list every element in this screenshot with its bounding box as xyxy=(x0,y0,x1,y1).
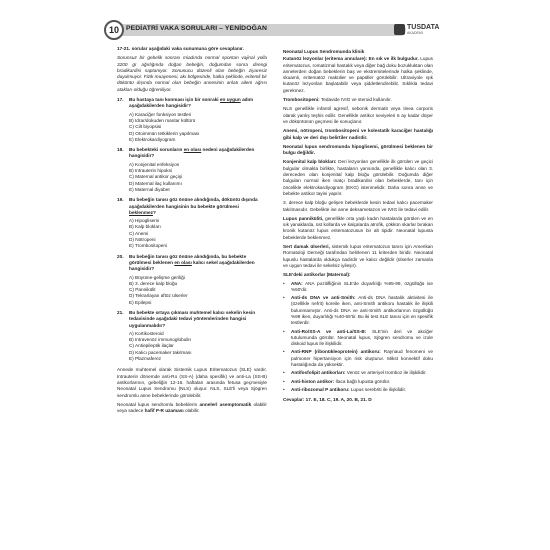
bold-run: Konjenital kalp blokları: xyxy=(283,159,337,165)
option: D) Kalıcı pacemaker takılması xyxy=(129,349,192,355)
option: A) Karaciğer fonksiyon testleri xyxy=(129,111,192,117)
question-stem-end: kalıcı sekel aşağıdakilerden hangisidir? xyxy=(129,259,255,272)
option: D) Tekrarlayan aftöz ülserler xyxy=(129,293,188,299)
paragraph-thrombocytopenia xyxy=(283,97,433,103)
header-title: PEDİATRİ VAKA SORULARI – YENİDOĞAN xyxy=(126,25,267,32)
question-18 xyxy=(117,147,267,193)
section-title: Neonatal Lupus Sendromunda klinik xyxy=(283,49,365,54)
question-20 xyxy=(117,254,267,306)
text-run: olabilir. xyxy=(183,408,200,414)
text-run: İlaca bağlı lupusta görülür. xyxy=(334,378,391,384)
question-19 xyxy=(117,197,267,249)
text-run: Anti-ds DNA hastalık aktivitesi ile (özellikle nefrit) koreile iken, anti-Smith antikoru hastalık ile ilişkili bulunmamıştır. Anti-ds DNA ve anti-Smith antikorlarının özgüllüğü %99 iken, duyarlılığı %40-65'tir. Bu iki test SLE tanısı için en spesifik testlerdir. xyxy=(291,295,433,326)
text-run: Raynaud fenomeni ve pulmoner hipertansiyon için risk oluşturur. Mikst konnektif doku hastalığında da yüksektir. xyxy=(291,349,433,368)
text-run: Lupus serebriti ile ilişkilidir. xyxy=(349,386,407,392)
bold-run: Anti-histon antikor: xyxy=(291,378,335,384)
explanation-paragraph-2 xyxy=(117,402,267,415)
option: B) Intravenöz immunoglobulin xyxy=(129,337,192,343)
text-run: ANA pozitifliğinin SLE'de duyarlılığı %95-99, özgüllüğü ise %50'dir. xyxy=(291,280,433,292)
option: E) Epilepsi xyxy=(129,299,152,305)
bold-run: Kutanöz lezyonlar (eritema annulare): En sık ve ilk bulgudur. xyxy=(283,56,419,62)
option: C) Cilt biyopsisi xyxy=(129,124,162,130)
antibody-item xyxy=(283,349,433,368)
question-number: 19. xyxy=(117,197,124,203)
bold-run: Anti-ds DNA ve anti-Smith: xyxy=(291,295,356,301)
option: A) Kortikosteroid xyxy=(129,330,164,336)
option: E) Trombositopeni xyxy=(129,243,168,249)
option: E) Plazmaferez xyxy=(129,356,162,362)
bullet-icon: • xyxy=(283,328,285,334)
bullet-icon: • xyxy=(283,370,285,376)
text-run: Neonatal lupus sendromlu bebeklerin xyxy=(117,401,200,407)
option: A) Konjenital enfeksiyon xyxy=(129,161,180,167)
bullet-icon: • xyxy=(283,280,285,286)
paragraph-palate-ulcers xyxy=(283,244,433,269)
bullet-icon: • xyxy=(283,295,285,301)
question-number: 20. xyxy=(117,253,124,259)
bold-run: Sert damak ülserleri, xyxy=(283,244,330,250)
option: C) Pannikülit xyxy=(129,287,156,293)
paragraph-cutaneous xyxy=(283,56,433,94)
right-column xyxy=(283,46,433,404)
logo-mark-icon xyxy=(394,24,405,35)
case-intro: 17-21. sorular aşağıdaki vaka sunumuna göre cevaplanır. xyxy=(117,46,244,51)
text-run: olabilir veya sadece xyxy=(117,401,267,414)
paragraph-hypoglycemia: Neonatal lupus sendromunda hipoglisemi, görülmesi beklenen bir bulgu değildir. xyxy=(283,143,433,156)
text-run: Tedavide IVIG ve steroid kullanılır. xyxy=(319,97,392,103)
publisher-logo xyxy=(394,21,440,37)
paragraph-panniculitis xyxy=(283,216,433,241)
antibody-item xyxy=(283,370,433,376)
option: A) Hipoglisemi xyxy=(129,218,160,224)
question-stem-end: adım aşağıdakilerden hangisidir? xyxy=(129,97,254,109)
question-stem: Bu hastaya tanı konması için bir sonraki xyxy=(129,97,220,103)
option: C) Anemi xyxy=(129,230,149,236)
option: C) Antiepileptik ilaçlar xyxy=(129,343,174,349)
antibody-item xyxy=(283,387,433,393)
question-emphasis: en olası xyxy=(183,147,202,153)
option: D) Nötropeni xyxy=(129,237,156,243)
paragraph-pacemaker: 3. derece kalp bloğu gelişen bebeklerde kesin tedavi kalıcı pacemaker takılmasıdır. Gebelikte ise anne deksametazon ve IVIG ile tedavi edilir. xyxy=(283,200,433,212)
option: D) Maternal ilaç kullanımı xyxy=(129,180,182,186)
question-stem: Bu bebekteki sorunların xyxy=(129,147,184,153)
question-emphasis: en olası xyxy=(174,259,192,265)
case-text: Sorunsuz bir gebelik sonrası miadında normal spontan vajinal yolla 3200 gr ağırlığında doğan bebeğin, doğumdan sonra direngi bradikardisi saptanıyor. Sonunucu düzenli olan bebeğin ziyaresiz duyulmuyor. Fizik muayenesi, akı bölgesinde, halka şeklinde, eritemli bir döküntü dışında normal olan bebeğin annesinin anlatı ailem ağrısı atakları olduğu öğreniliyor. xyxy=(117,55,267,92)
page-header xyxy=(104,20,440,40)
bold-run: Anti-RNP (ribonükleoprotein) antikoru: xyxy=(291,349,381,355)
text-run: Lupus eritematozus, romatizmal hastalık veya diğer bağ doku bozukluktan olan annelerden doğan bebeklerin baş ve ekstremitelerinde halka şeklinde, skuamlı, eritematöz makülier ve papüller görülebilir. Ultraviyole ışık kutanöz lezyonları başlatabilir veya şiddetlendirebilir. Sıklıkla tedavi gerekmez. xyxy=(283,56,434,93)
paragraph-heart-block xyxy=(283,159,433,197)
bold-run: Anti-ribozomal P antikoru: xyxy=(291,386,350,392)
question-stem: Bu bebeğin tanısı göz önüne alındığında, bu bebekte görülmesi beklenen xyxy=(129,253,247,265)
option: E) Maternal diyabet xyxy=(129,186,170,192)
paragraph-misdiagnosis: NLS genellikle infantil agresif, sebonik dermatit veya tinea corporis olarak yanlış teşhis edilir. Genellikle antikor seviyeleri 6 ay kadar düşer ve döküntünün geçmesi ile sonuçlanır. xyxy=(283,106,433,124)
bold-run: ANA: xyxy=(291,280,303,286)
antibody-heading: SLE'deki antikorlar (Maternal): xyxy=(283,272,351,278)
bold-run: Lupus panniküliti, xyxy=(283,215,324,221)
antibody-item xyxy=(283,329,433,348)
question-number: 17. xyxy=(117,97,124,103)
text-run: Deri lezyonları genellikle ilk görülen ve geçici bulgular olmakla birlikte, hastaların yarısında, genellikle kalıcı olan 3. dereceden olan konjenital kalp bloğu görülebilir. Doğumda diğer bulguları normal iken inatçı bradikardisi olan bebeklerde, tanı için öncelikle elektrokardiyogram (EKG) istenmelidir. Daha sonra anne ve bebekte antikor tayini yapılır. xyxy=(283,159,433,196)
paragraph-rare-findings: Anemi, nötropeni, trombositopeni ve kolestatik karaciğer hastalığı gibi kalp ve deri dışı belirtiler nadirdir. xyxy=(283,128,433,140)
text-run: Venöz ve arteriyel tromboz ile ilişkilidir. xyxy=(345,370,427,376)
option: B) Intrauterin hipoksi xyxy=(129,168,172,174)
bullet-icon: • xyxy=(283,349,285,355)
text-run: genellikle orta yaşlı kadın hastalarda görülen ve en sık yanaklarda, üst kollarda ve kalçalarda atrofik, çökkün skarlar bırakan kronik kutanöz lupus eritematozusun bir alt tipidir. Neonatal lupusta bebeklerde beklenmez. xyxy=(283,215,433,240)
question-stem-end: ? xyxy=(152,209,156,215)
antibody-item xyxy=(283,379,433,385)
option: A) Büyüme-gelişme geriliği xyxy=(129,274,185,280)
option: B) Idrar/dokuden mantar kültürü xyxy=(129,117,196,123)
option: E) Elektrokardiyogram xyxy=(129,136,176,142)
question-21 xyxy=(117,310,267,362)
question-emphasis: en uygun xyxy=(219,97,241,103)
option: C) Maternal antikor geçişi xyxy=(129,174,183,180)
bold-run: Trombositopeni: xyxy=(283,97,320,103)
left-column xyxy=(117,46,267,417)
question-17 xyxy=(117,97,267,143)
bold-run: annelerl asemptomatik xyxy=(199,401,252,407)
bullet-icon: • xyxy=(283,378,285,384)
logo-subtext: AKADEMİ xyxy=(407,30,423,35)
text-run: SLE'nin deri ve akciğer tutulumunda görülür. Neonatal lupus, Sjögren sendromu ve izole diskoid lupus ile ilişkilidir. xyxy=(291,328,433,347)
question-stem: Bu bebekte ortaya çıkması muhtemel kalıcı sekelin kesin tedavisinde aşağıdaki tedavi yöntemlerinden hangisi uygulanmalıdır? xyxy=(129,309,256,328)
bold-run: hafif P-R uzaması xyxy=(144,408,184,414)
answer-key: Cevaplar: 17. E, 18. C, 19. A, 20. B, 21. D xyxy=(283,397,372,403)
option: B) 3. derece kalp bloğu xyxy=(129,280,178,286)
antibody-item xyxy=(283,295,433,326)
question-stem-end: nedeni aşağıdakilerden hangisidir? xyxy=(129,147,255,159)
logo-text: TUSDATA xyxy=(407,23,440,31)
explanation-paragraph: Annede muhtemel olarak Sistemik Lupus Eritematozus (SLE) vardır. Intrauterin dönemde anti-Ro (SS-A) (daha spesifik) ve anti-La (SS-B) antikorlarının, gebeliğin 12-16. haftaları arasında fetusa geçmesiyle Neonatal Lupus Sendromu (NLS) oluşur. NLS, SLE'li veya Sjögren sendromlu anne bebeklerinde görülebilir. xyxy=(117,367,267,398)
bold-run: Antifosfolipit antikorları: xyxy=(291,370,346,376)
text-run: sistemik lupus eritematozus tanısı için Amerikan Romatoloji Derneği tarafından belirlenen 11 kriterden biridir. Neonatal lupuslu hastalarda oldukça nadirdir ve kalıcı değildir (ülserler zamanla ve uygun tedavi ile sekelsiz iyileşir). xyxy=(283,244,433,268)
question-number: 21. xyxy=(117,309,124,315)
antibody-item xyxy=(283,281,433,294)
question-stem: Bu bebeğin tanısı göz önüne alındığında, döküntü dışında aşağıdakilerden hangisinin bu bebekte görülmesi xyxy=(129,197,258,209)
option: B) Kalp blokları xyxy=(129,224,161,230)
bold-run: Anti-Ro/SS-A ve anti-La/SS-B: xyxy=(291,328,367,334)
page-number: 10 xyxy=(104,20,124,40)
question-number: 18. xyxy=(117,147,124,153)
bullet-icon: • xyxy=(283,386,285,392)
question-emphasis: beklenmez xyxy=(129,209,153,215)
option: D) Otoimmün tetkiklerin yapılması xyxy=(129,130,200,136)
